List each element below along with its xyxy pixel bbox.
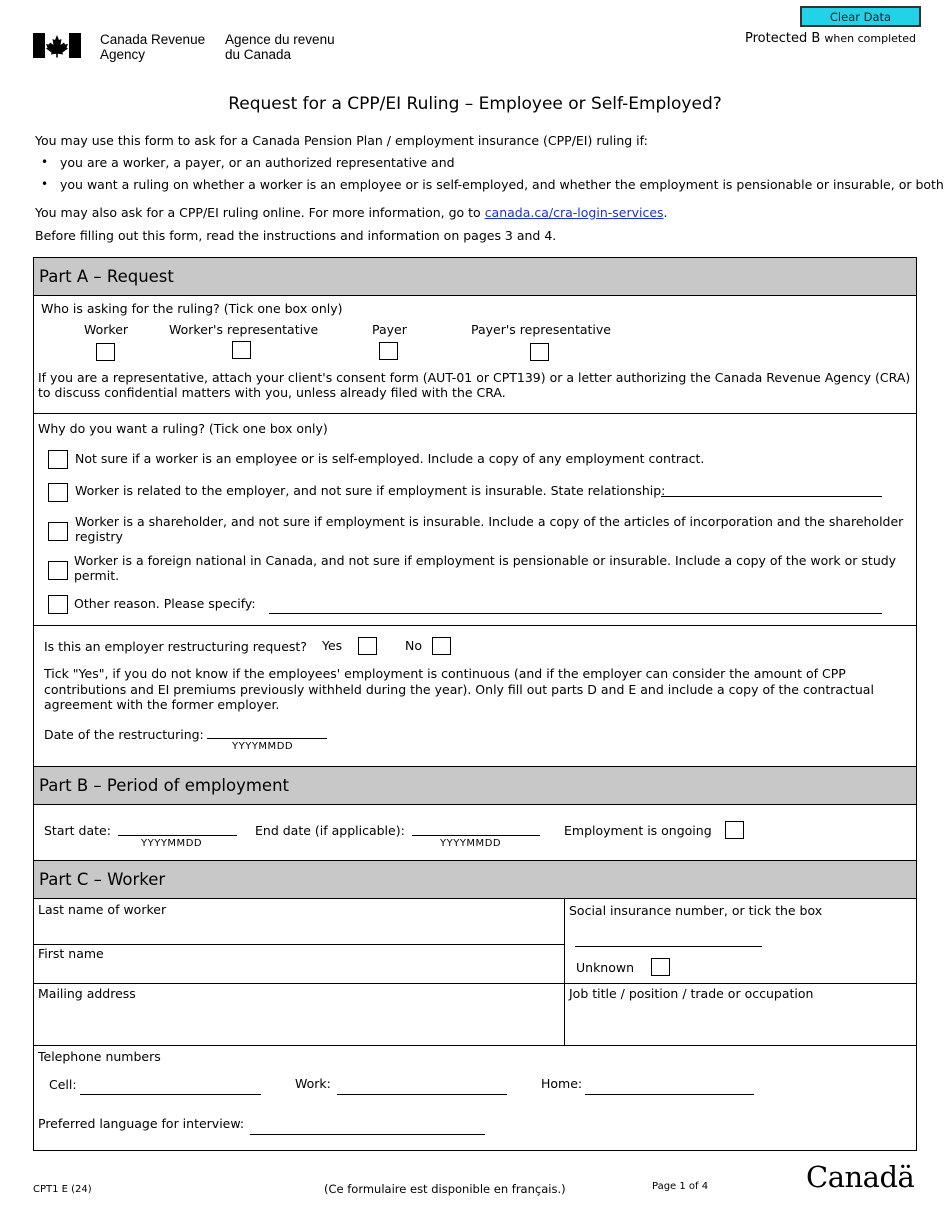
home-label: Home: — [541, 1076, 583, 1091]
who-option-worker-label: Worker — [84, 322, 129, 337]
restructuring-yes-checkbox[interactable] — [358, 637, 377, 655]
bullet-dot: • — [41, 155, 49, 169]
divider — [33, 625, 917, 626]
telephone-label: Telephone numbers — [38, 1049, 161, 1064]
start-date-input[interactable] — [118, 835, 237, 836]
agency-en-line2: Agency — [100, 47, 146, 62]
why-option-shareholder: Worker is a shareholder, and not sure if employment is insurable. Include a copy of the articles of incorporation and the shareholder registry — [75, 514, 904, 544]
part-a-header: Part A – Request — [33, 257, 917, 296]
intro-online — [35, 205, 668, 220]
before-suffix: . — [552, 228, 557, 243]
part-b-header: Part B – Period of employment — [33, 766, 917, 805]
why-question: Why do you want a ruling? (Tick one box only) — [38, 421, 328, 436]
agency-name-fr — [225, 32, 335, 62]
restructuring-date-format: YYYYMMDD — [232, 741, 294, 752]
ongoing-checkbox[interactable] — [725, 821, 744, 839]
why-option-not-sure: Not sure if a worker is an employee or is self-employed. Include a copy of any employment contract. — [75, 451, 705, 466]
restructuring-question: Is this an employer restructuring request? — [44, 639, 307, 654]
cra-login-link[interactable]: canada.ca/cra-login-services — [484, 205, 664, 220]
divider — [33, 983, 917, 984]
who-option-payer-label: Payer — [372, 322, 407, 337]
sin-label: Social insurance number, or tick the box — [569, 903, 823, 918]
restructuring-date-input[interactable] — [207, 738, 327, 739]
who-option-payer-rep-label: Payer's representative — [471, 322, 611, 337]
intro-lead: You may use this form to ask for a Canada Pension Plan / employment insurance (CPP/EI) ruling if: — [35, 133, 648, 148]
divider — [33, 944, 564, 945]
restructuring-note: Tick "Yes", if you do not know if the employees' employment is continuous (and if the employer can consider the amount of CPP contributions and EI premiums previously withheld during the year). Only fill out parts D and E and include a copy of the contractual agreement with the former employer. — [44, 666, 874, 712]
online-suffix: . — [663, 205, 668, 220]
start-date-format: YYYYMMDD — [141, 838, 203, 849]
why-option-other: Other reason. Please specify: — [74, 596, 256, 611]
language-label: Preferred language for interview: — [38, 1116, 245, 1131]
form-title: Request for a CPP/EI Ruling – Employee or Self-Employed? — [228, 94, 722, 114]
sin-input[interactable] — [575, 946, 762, 947]
protected-label — [745, 31, 916, 46]
intro-bullet-1: you are a worker, a payer, or an authorized representative and — [60, 155, 455, 170]
page-number: Page 1 of 4 — [652, 1181, 709, 1192]
when-completed-text: when completed — [824, 32, 916, 45]
mailing-address-label: Mailing address — [38, 986, 136, 1001]
language-input[interactable] — [250, 1134, 485, 1135]
who-option-worker-rep-label: Worker's representative — [169, 322, 319, 337]
why-checkbox-foreign[interactable] — [48, 561, 68, 580]
ongoing-label: Employment is ongoing — [564, 823, 712, 838]
agency-fr-line1: Agence du revenu — [225, 32, 335, 47]
part-c-body — [33, 898, 917, 1151]
restructuring-date-label: Date of the restructuring: — [44, 727, 204, 742]
intro-before — [35, 228, 556, 243]
intro-bullet-2: you want a ruling on whether a worker is an employee or is self-employed, and whether the employment is pensionable or insurable, or both — [60, 177, 944, 192]
cell-label: Cell: — [49, 1077, 77, 1092]
before-pages: pages 3 and 4 — [463, 228, 553, 243]
divider — [564, 898, 565, 1046]
work-label: Work: — [295, 1076, 331, 1091]
end-date-label: End date (if applicable): — [255, 823, 405, 838]
last-name-label: Last name of worker — [38, 902, 167, 917]
end-date-input[interactable] — [412, 835, 540, 836]
first-name-label: First name — [38, 946, 104, 961]
divider — [33, 413, 917, 414]
cell-input[interactable] — [80, 1094, 261, 1095]
job-title-label: Job title / position / trade or occupation — [569, 986, 814, 1001]
agency-name-en — [100, 32, 205, 62]
restructuring-no-label: No — [405, 638, 422, 653]
why-checkbox-shareholder[interactable] — [48, 522, 68, 541]
unknown-label: Unknown — [576, 960, 635, 975]
representative-note: If you are a representative, attach your client's consent form (AUT-01 or CPT139) or a letter authorizing the Canada Revenue Agency (CRA) to discuss confidential matters with you, unless already filed with the CRA. — [38, 370, 911, 400]
start-date-label: Start date: — [44, 823, 111, 838]
form-id: CPT1 E (24) — [33, 1184, 92, 1195]
before-prefix: Before filling out this form, read the instructions and information on — [35, 228, 464, 243]
protected-b-text: Protected B — [745, 31, 821, 46]
who-question: Who is asking for the ruling? (Tick one box only) — [41, 301, 343, 316]
restructuring-no-checkbox[interactable] — [432, 637, 451, 655]
restructuring-yes-label: Yes — [322, 638, 343, 653]
payer-checkbox[interactable] — [379, 342, 398, 360]
agency-fr-line2: du Canada — [225, 47, 292, 62]
relationship-input[interactable] — [661, 496, 882, 497]
part-c-header: Part C – Worker — [33, 860, 917, 899]
why-checkbox-other[interactable] — [48, 595, 68, 614]
canada-flag-icon — [33, 33, 81, 58]
online-prefix: You may also ask for a CPP/EI ruling online. For more information, go to — [35, 205, 485, 220]
clear-data-button[interactable]: Clear Data — [800, 6, 921, 27]
part-b-body — [33, 804, 917, 861]
work-input[interactable] — [337, 1094, 507, 1095]
divider — [33, 1045, 917, 1046]
bullet-dot: • — [41, 177, 49, 191]
worker-checkbox[interactable] — [96, 343, 115, 361]
home-input[interactable] — [585, 1094, 754, 1095]
agency-en-line1: Canada Revenue — [100, 32, 206, 47]
sin-unknown-checkbox[interactable] — [651, 958, 670, 976]
canada-wordmark: Canadä — [806, 1160, 915, 1194]
why-option-related: Worker is related to the employer, and not sure if employment is insurable. State relationship: — [75, 483, 666, 498]
why-checkbox-not-sure[interactable] — [48, 450, 68, 469]
end-date-format: YYYYMMDD — [440, 838, 502, 849]
payer-rep-checkbox[interactable] — [530, 343, 549, 361]
french-note: (Ce formulaire est disponible en français.) — [324, 1182, 566, 1196]
why-option-foreign: Worker is a foreign national in Canada, and not sure if employment is pensionable or insurable. Include a copy of the work or study permit. — [74, 553, 897, 583]
why-checkbox-related[interactable] — [48, 483, 68, 502]
worker-rep-checkbox[interactable] — [232, 341, 251, 359]
other-reason-input[interactable] — [269, 613, 882, 614]
